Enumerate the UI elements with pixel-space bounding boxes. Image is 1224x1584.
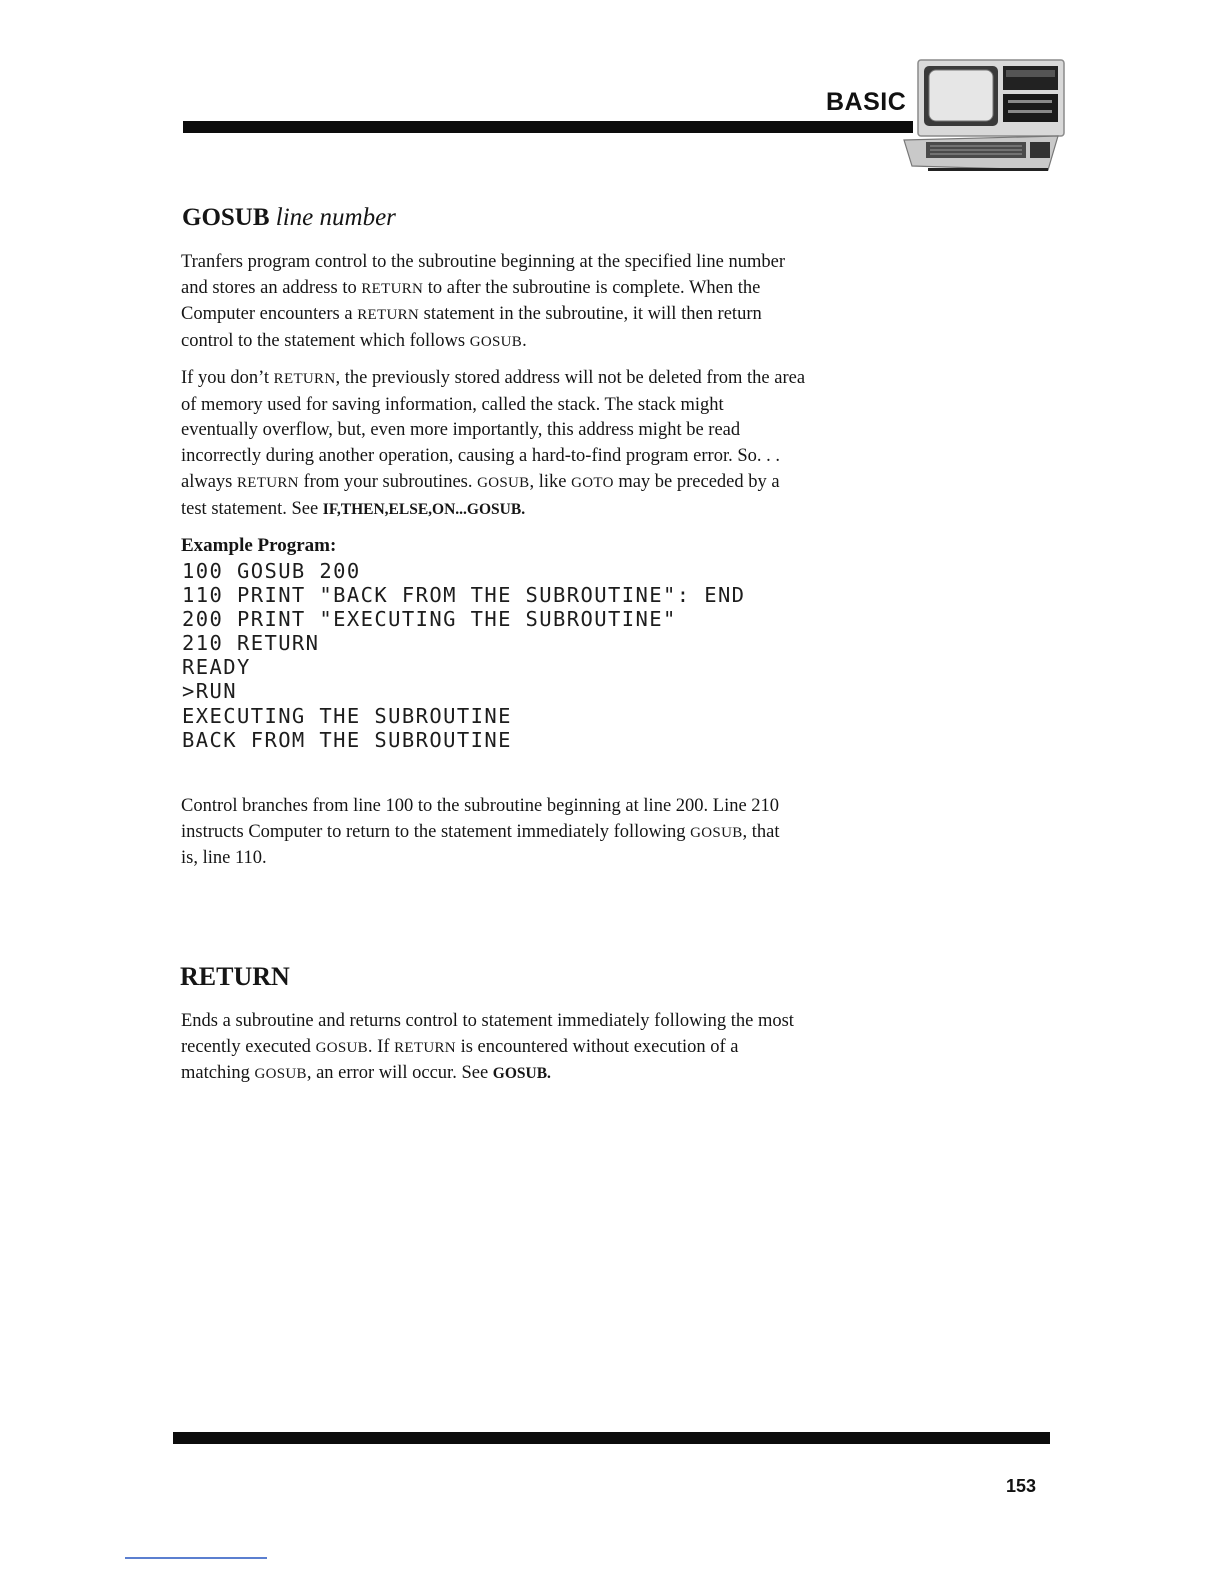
return-title: RETURN: [180, 962, 290, 991]
text-run: may be preceded by a: [613, 471, 780, 492]
text-run: eventually overflow, but, even more importantly, this address might be read: [181, 420, 741, 441]
text-run: , an error will occur. See: [306, 1063, 493, 1084]
code-line: BACK FROM THE SUBROUTINE: [182, 727, 512, 752]
code-line: 110 PRINT "BACK FROM THE SUBROUTINE": END: [182, 583, 746, 608]
code-line: 100 GOSUB 200: [182, 559, 361, 583]
text-run: , the previously stored address will not be deleted from the area: [335, 368, 806, 388]
gosub-stack-warning: [181, 366, 911, 522]
text-run: If you don’t: [181, 368, 274, 388]
text-run: .: [522, 331, 527, 352]
cross-reference: GOSUB.: [492, 1065, 551, 1083]
text-run: Control branches from line 100 to the subroutine beginning at line 200. Line 210: [181, 796, 780, 816]
page-number: 153: [1006, 1476, 1037, 1496]
keyword-smallcaps: GOSUB: [315, 1039, 368, 1056]
text-line: [181, 250, 911, 276]
gosub-title: GOSUB line number: [182, 204, 396, 231]
text-run: always: [181, 471, 237, 492]
example-program-label: Example Program:: [181, 535, 337, 556]
text-run: is encountered without execution of a: [455, 1036, 739, 1057]
text-line: [181, 794, 911, 820]
code-line: EXECUTING THE SUBROUTINE: [182, 703, 512, 728]
text-line: [181, 1009, 911, 1035]
header-rule: [183, 121, 913, 133]
text-line: [181, 1061, 911, 1088]
text-line: [181, 846, 911, 872]
code-line: >RUN: [182, 679, 237, 704]
return-description: [181, 1009, 911, 1088]
section-header-basic: BASIC: [826, 88, 907, 116]
trs-80-computer-icon: [898, 56, 1070, 178]
text-run: control to the statement which follows: [181, 331, 470, 352]
text-run: incorrectly during another operation, causing a hard-to-find program error. So. . .: [181, 446, 781, 467]
keyword-smallcaps: GOSUB: [254, 1066, 307, 1083]
text-run: , that: [742, 821, 780, 842]
text-run: Ends a subroutine and returns control to statement immediately following the most: [181, 1011, 794, 1031]
text-run: recently executed: [181, 1036, 316, 1057]
text-run: to after the subroutine is complete. When the: [423, 277, 761, 298]
text-line: [181, 820, 911, 847]
text-line: [181, 393, 911, 419]
gosub-description: [181, 250, 911, 356]
keyword-smallcaps: GOTO: [571, 474, 614, 491]
keyword-smallcaps: RETURN: [357, 307, 420, 324]
cross-reference: IF,THEN,ELSE,ON...GOSUB.: [322, 500, 526, 518]
text-run: . If: [367, 1036, 395, 1057]
keyword-smallcaps: GOSUB: [469, 334, 523, 351]
footer-rule: [173, 1432, 1050, 1444]
text-run: statement in the subroutine, it will then return: [419, 304, 762, 325]
text-line: [181, 497, 911, 523]
keyword-smallcaps: RETURN: [273, 371, 336, 387]
text-line: [181, 418, 911, 444]
text-run: is, line 110.: [181, 848, 267, 869]
footer-underline-mark: [125, 1557, 267, 1559]
gosub-example-explanation: [181, 794, 911, 872]
example-program-code: [182, 559, 745, 752]
text-run: from your subroutines.: [298, 471, 478, 492]
code-line: READY: [182, 655, 251, 680]
keyword-smallcaps: RETURN: [394, 1039, 456, 1056]
text-run: , like: [529, 471, 572, 492]
text-run: matching: [181, 1063, 255, 1084]
text-line: [181, 444, 911, 470]
text-run: test statement. See: [181, 498, 323, 519]
text-run: instructs Computer to return to the statement immediately following: [181, 821, 691, 842]
text-line: [181, 329, 911, 356]
text-line: [181, 470, 911, 497]
text-run: of memory used for saving information, called the stack. The stack might: [181, 394, 724, 415]
code-line: 200 PRINT "EXECUTING THE SUBROUTINE": [182, 607, 677, 632]
text-run: Computer encounters a: [181, 304, 358, 325]
text-run: and stores an address to: [181, 277, 362, 298]
text-line: [181, 276, 911, 303]
keyword-smallcaps: GOSUB: [690, 824, 743, 841]
keyword-smallcaps: GOSUB: [477, 474, 530, 491]
text-line: [181, 302, 911, 329]
text-line: [181, 366, 911, 393]
text-line: [181, 1035, 911, 1062]
keyword-smallcaps: RETURN: [237, 474, 299, 491]
keyword-smallcaps: RETURN: [361, 280, 424, 297]
text-run: Tranfers program control to the subroutine beginning at the specified line number: [181, 252, 786, 272]
code-line: 210 RETURN: [182, 631, 320, 656]
